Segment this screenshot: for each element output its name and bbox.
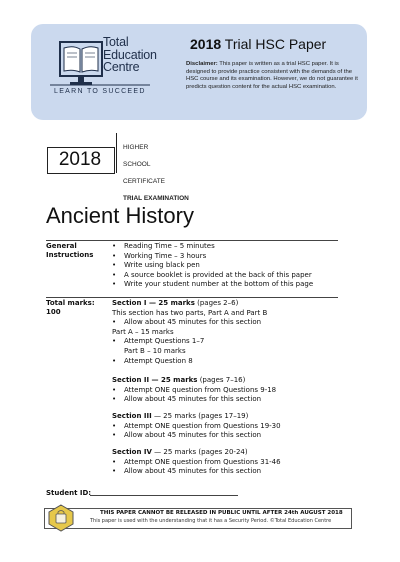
general-instructions-label — [46, 242, 93, 260]
logo-tagline: LEARN TO SUCCEED — [54, 88, 146, 95]
subject-title: Ancient History — [46, 203, 194, 228]
divider — [46, 240, 338, 241]
section-4 — [112, 448, 352, 477]
list-item: • Allow about 45 minutes for this section — [124, 318, 352, 328]
label-line: General — [46, 242, 77, 250]
list-item: • Working Time – 3 hours — [124, 252, 344, 262]
list-item: • Attempt Question 8 — [124, 357, 352, 367]
section-heading: Section IV — [112, 448, 152, 456]
section-heading: Section I — 25 marks — [112, 299, 195, 307]
section-pages: — 25 marks (pages 20-24) — [151, 448, 248, 456]
logo-name: Total Education Centre — [103, 35, 157, 74]
list-item: • Attempt ONE question from Questions 9-18 — [124, 386, 352, 396]
label-line: Instructions — [46, 251, 94, 259]
part-label: Part B – 10 marks — [124, 346, 186, 355]
section-pages: (pages 7–16) — [197, 376, 246, 384]
trial-year: 2018 — [190, 36, 222, 52]
hsc-line-trial: TRIAL EXAMINATION — [123, 195, 189, 203]
hsc-line: SCHOOL — [123, 160, 151, 168]
section-3 — [112, 412, 352, 441]
section-pages: — 25 marks (pages 17–19) — [151, 412, 249, 420]
trial-title — [190, 36, 326, 52]
disclaimer-text: This paper is written as a trial HSC paper. It is designed to provide practice consistent with the demands of the HSC course and its examination. However, we do not guarantee it predicts question content for the actual HSC examination. — [186, 61, 358, 90]
student-id-label: Student ID: — [46, 489, 92, 497]
hsc-line: HIGHER — [123, 143, 149, 151]
footer-notice: THIS PAPER CANNOT BE RELEASED IN PUBLIC UNTIL AFTER 24th AUGUST 2018 — [100, 510, 343, 516]
exam-year: 2018 — [58, 149, 102, 170]
list-item: • Allow about 45 minutes for this section — [124, 395, 352, 405]
hsc-line: CERTIFICATE — [123, 177, 166, 185]
list-item: • Attempt ONE question from Questions 19-30 — [124, 422, 352, 432]
general-instructions-list — [124, 242, 344, 290]
trial-title-text: Trial HSC Paper — [224, 36, 327, 52]
section-heading: Section III — [112, 412, 152, 420]
section-heading: Section II — 25 marks — [112, 376, 198, 384]
section-text: This section has two parts, Part A and Part B — [112, 308, 268, 317]
disclaimer — [186, 61, 362, 91]
security-seal — [47, 504, 75, 532]
student-id-field[interactable] — [90, 495, 238, 496]
list-item: • Allow about 45 minutes for this section — [124, 431, 352, 441]
hsc-label — [123, 135, 189, 212]
list-item: • Allow about 45 minutes for this section — [124, 467, 352, 477]
section-pages: (pages 2–6) — [194, 299, 239, 307]
section-1 — [112, 299, 352, 366]
list-item: • A source booklet is provided at the back of this paper — [124, 271, 344, 281]
disclaimer-label: Disclaimer: — [186, 61, 218, 67]
seal-icon — [47, 504, 75, 532]
section-2 — [112, 376, 352, 405]
list-item: • Attempt Questions 1–7 — [124, 337, 352, 347]
footer-copyright: This paper is used with the understanding that it has a Security Period. ©Total Education Centre — [90, 518, 332, 524]
list-item: • Reading Time – 5 minutes — [124, 242, 344, 252]
list-item: • Attempt ONE question from Questions 31-46 — [124, 458, 352, 468]
label-line: 100 — [46, 308, 61, 316]
divider — [116, 133, 117, 173]
list-item: • Write your student number at the bottom of this page — [124, 280, 344, 290]
list-item: • Write using black pen — [124, 261, 344, 271]
divider — [46, 297, 338, 298]
part-label: Part A – 15 marks — [112, 327, 174, 336]
label-line: Total marks: — [46, 299, 95, 307]
total-marks-label — [46, 299, 95, 317]
